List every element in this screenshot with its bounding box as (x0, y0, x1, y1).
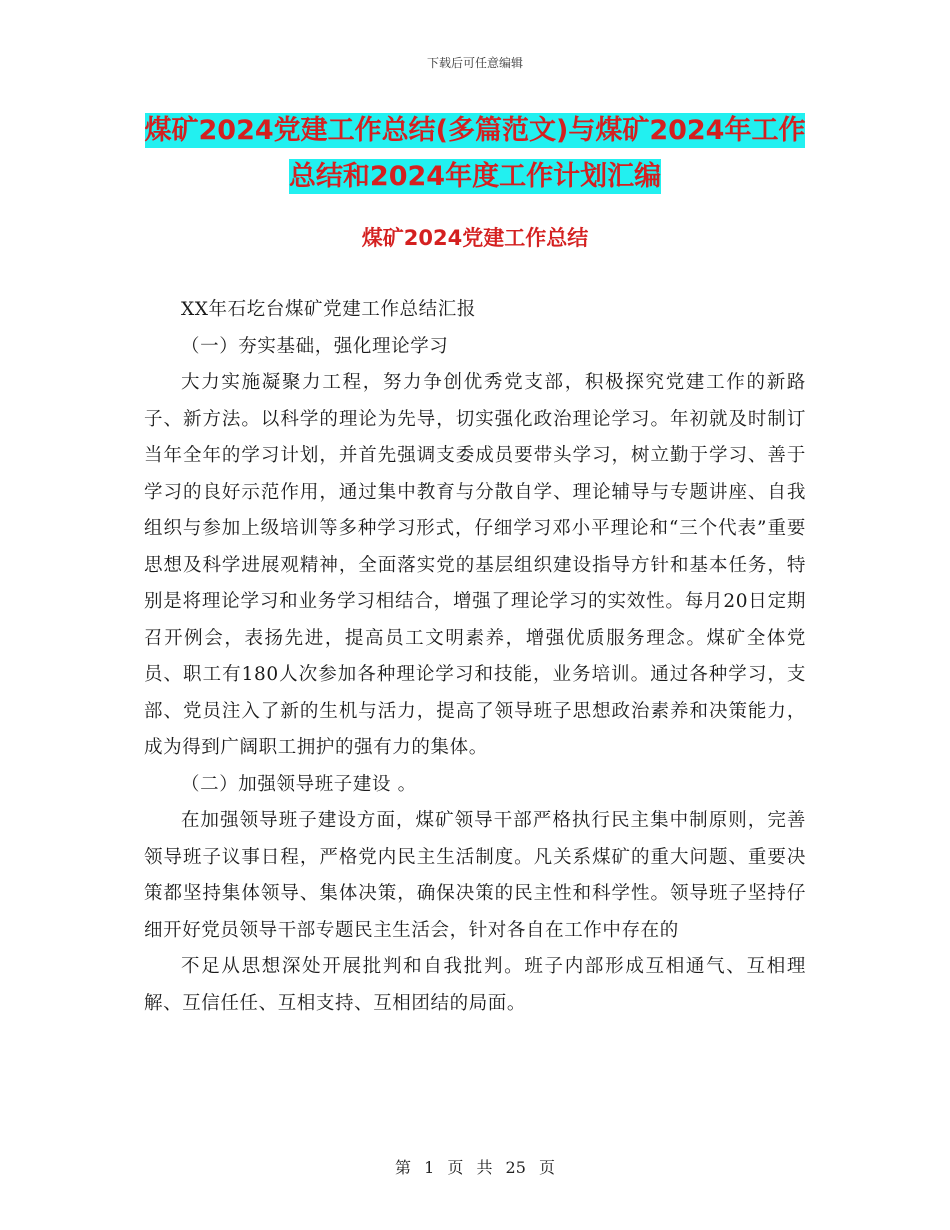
document-body (144, 292, 806, 1022)
paragraph: 在加强领导班子建设方面，煤矿领导干部严格执行民主集中制原则，完善领导班子议事日程，严格党内民主生活制度。凡关系煤矿的重大问题、重要决策都坚持集体领导、集体决策，确保决策的民主性和科学性。领导班子坚持仔细开好党员领导干部专题民主生活会，针对各自在工作中存在的 (144, 810, 806, 941)
paragraph: （二）加强领导班子建设 。 (181, 773, 417, 795)
document-title (140, 108, 810, 200)
page-number: 第 1 页 共 25 页 (395, 1158, 555, 1177)
document-title-text: 煤矿2024党建工作总结(多篇范文)与煤矿2024年工作总结和2024年度工作计划汇编 (144, 115, 806, 192)
page-header: 下载后可任意编辑 (426, 56, 523, 70)
paragraph: 不足从思想深处开展批判和自我批判。班子内部形成互相通气、互相理解、互信任任、互相支持、互相团结的局面。 (144, 956, 806, 1014)
paragraph: （一）夯实基础，强化理论学习 (181, 335, 449, 357)
paragraph: XX年石圪台煤矿党建工作总结汇报 (181, 299, 476, 320)
section-title: 煤矿2024党建工作总结 (361, 226, 589, 250)
paragraph: 大力实施凝聚力工程，努力争创优秀党支部，积极探究党建工作的新路子、新方法。以科学的理论为先导，切实强化政治理论学习。年初就及时制订当年全年的学习计划，并首先强调支委成员要带头学习，树立勤于学习、善于学习的良好示范作用，通过集中教育与分散自学、理论辅导与专题讲座、自我组织与参加上级培训等多种学习形式，仔细学习邓小平理论和“三个代表”重要思想及科学进展观精神，全面落实党的基层组织建设指导方针和基本任务，特别是将理论学习和业务学习相结合，增强了理论学习的实效性。每月20日定期召开例会，表扬先进，提高员工文明素养，增强优质服务理念。煤矿全体党员、职工有180人次参加各种理论学习和技能，业务培训。通过各种学习，支部、党员注入了新的生机与活力，提高了领导班子思想政治素养和决策能力，成为得到广阔职工拥护的强有力的集体。 (144, 372, 806, 758)
